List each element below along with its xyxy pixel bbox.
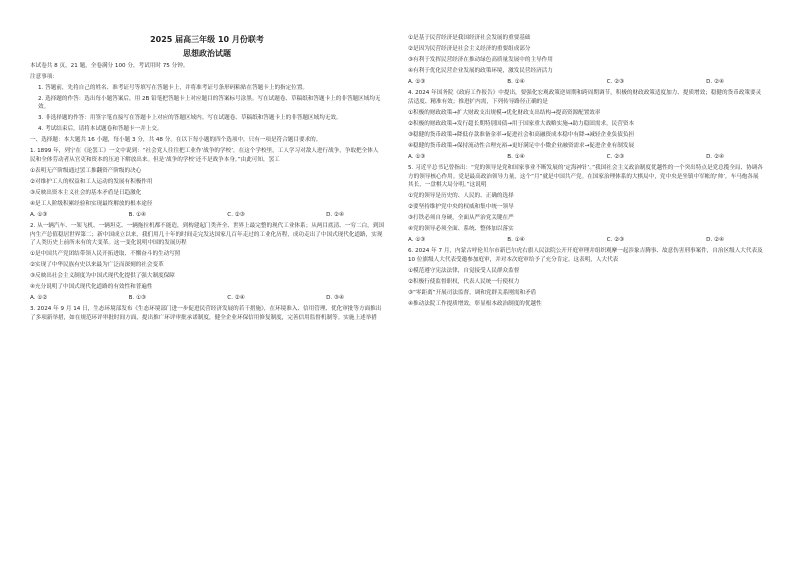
q4-option-c: C. ②③ [606,153,625,160]
q5-option-d: D. ②④ [706,237,724,244]
q5-statement-4: ④党的领导必须全面、系统、整体加以落实 [408,226,514,233]
q5-statement-2: ②要坚持维护党中央的权威和集中统一领导 [408,204,514,211]
q3-option-b: B. ①④ [507,79,525,85]
q2-option-b: B. ①③ [128,295,147,302]
q2-statement-3: ③反映出社会主义制度为中国式现代化提供了强大制度保障 [30,273,175,280]
q2-stem: 2. 从一辆汽车、一架飞机、一辆坦克、一辆拖拉机都不能造，到构建起门类齐全、世界上最完整的现代工业体系；从两目底清、一穷二白，到国内生产总值稳居世界第二；新中国成立以来，我们用几十年的时间走完发达国家几百年走过的工业化历程，成功走出了中国式现代化道路，实现了人类历史上前所未有的大变革。这一变化说明中国的发展历程 [30,223,384,247]
q2-statement-4: ④充分说明了中国式现代化道路的有效性和普遍性 [30,284,153,291]
q3-statement-3: ③有利于发挥民营经济在推动绿色高质量发展中的主导作用 [408,57,553,63]
page-subtitle: 思想政治试题 [183,49,231,58]
q5-option-c: C. ②③ [606,237,625,244]
q3-statement-4: ④有利于优化民营企业发展的政策环境，激发民营经济活力 [408,68,553,74]
q1-option-d: D. ②④ [326,211,344,218]
section-heading: 一、选择题：本大题共 16 小题，每小题 3 分，共 48 分。在以下每小题的四个选项中，只有一项是符合题目要求的。 [30,137,322,144]
notice-3: 3. 非选择题的作答：用签字笔直接写在答题卡上对应的答题区域内。写在试题卷、草稿纸和答题卡上的非答题区域均无效。 [38,115,342,122]
q3-options [408,78,764,86]
q4-option-d: D. ②④ [706,153,724,160]
q5-options [408,236,764,244]
exam-info: 本试卷共 8 页，21 题，全卷满分 100 分，考试用时 75 分钟。 [30,63,189,69]
q1-statement-3: ③反映出资本主义社会的基本矛盾是日趋激化 [30,189,142,196]
q5-option-b: B. ①④ [507,237,525,244]
q1-stem: 1. 1899 年，列宁在《论罢工》一文中说到：“社会党人往往把工业作‘战争的学校’，在这个学校里，工人学习对敌人进行战争，争取把全体人民和全体劳动者从官吏和资本的压迫下解放出来。但是‘战争的学校’还不是战争本身。”由此可知，罢工 [30,148,379,163]
q2-statement-1: ①是中国共产党团结带领人民开拓进取、不懈奋斗的生动写照 [30,251,181,258]
q2-options [30,294,384,302]
q5-statement-3: ③打铁必须自身硬，全面从严治党关键在严 [408,215,514,222]
q1-option-a: A. ①③ [30,211,48,218]
q3-option-a: A. ①③ [408,79,426,85]
q4-options [408,153,764,161]
q3-stem: 3. 2024 年 9 月 14 日，生态环境部发布《生态环境部门进一步促进民营经济发展的若干措施》，在环境准入、信用管理、优化审批等方面推出了多项新举措，如在规范环评审批时间方面，提出推广环评审批承诺制度，健全企业环保信用修复制度，完善信用监督机制等。实施上述举措 [30,306,382,321]
q1-options [30,211,384,219]
notice-label: 注意事项： [30,74,58,80]
q2-option-c: C. ②④ [227,295,245,302]
q4-stem: 4. 2024 年国务院《政府工作报告》中提出，要强化宏观政策逆周期和跨周期调节，积极的财政政策适度加力、提质增效；稳健的货币政策要灵活适度、精准有效；推进扩内需，下列传导路径正确的是 [408,90,762,105]
right-column [408,34,764,311]
q2-option-d: D. ③④ [326,295,344,302]
q5-option-a: A. ①③ [408,237,426,244]
q6-statement-3: ③“零距离”开展司法监督，调和党群关系刚需和矛盾 [408,289,537,296]
q6-stem: 6. 2024 年 7 月，内蒙古呼伦贝尔市新巴尔虎右旗人民法院公开开庭审理并组织观摩一起涉象吉腾事、故意伤害刑事案件，自治区级人大代表及 10 位旗级人大代表受邀参加庭审，并对本次庭审给予了充分肯定。这表明，人大代表 [408,248,763,263]
left-column [30,34,384,325]
q1-option-b: B. ①④ [128,211,147,218]
q1-statement-2: ②对维护工人的权益和工人运动的发展有积极作用 [30,178,153,185]
q2-statement-2: ②实现了中华民族有史以来最为广泛而深刻的社会变革 [30,262,164,269]
q1-option-c: C. ②③ [227,211,245,218]
q3-statement-2: ②是因为民营经济是社会主义经济的重要组成部分 [408,46,531,52]
q4-option-b: B. ①④ [507,153,525,160]
notice-2: 2. 选择题的作答：选出每小题答案后，用 2B 铅笔把答题卡上对应题目的答案标号涂黑。写在试题卷、草稿纸和答题卡上的非答题区域均无效。 [38,96,381,111]
q4-statement-3: ③稳健的货币政策→降低存款准备金率→促进社会和高融资成本稳中有降→减轻企业负债负担 [408,131,635,138]
q3-statement-1: ①是基于民营经济是我国经济社会发展的重要基础 [408,35,531,41]
q4-statement-1: ①积极的财政政策→扩大财政支出规模→优化财政支出结构→提高资源配置效率 [408,109,601,116]
notice-4: 4. 考试结束后，请将本试题卷和答题卡一并上交。 [38,126,163,133]
q4-option-a: A. ①③ [408,153,426,160]
notice-1: 1. 答题前，先将自己的姓名、准考证号等填写在答题卡上，并将准考证号条形码粘贴在答题卡上的指定位置。 [38,85,309,91]
q4-statement-4: ④稳健的货币政策→保持流动性合理充裕→更好满足中小微企业融资需求→促进企业有制发展 [408,142,635,149]
q1-statement-1: ①表明无产阶级通过罢工推翻资产阶级的决心 [30,167,142,174]
q5-stem: 5. 习近平总书记曾指出：“党的领导是党和国家事业不断发展的‘定海神针’。”我国社会主义政治制度优越性的一个突出特点是党总揽全局、协调各方的领导核心作用。党是最高政治领导力量，这个“月”就是中国共产党。在国家治理体系的大棋局中，党中央是坐镇中军帐的‘帅’，车马炮各展其长，一盘棋大局分明。”这说明 [408,165,763,189]
q4-statement-2: ②积极的财政政策→发行超长期特别国债→用于国家重大战略实施→助力稳固需求，民营资本 [408,120,635,127]
q1-statement-4: ④是工人阶级积累经验和实现最终解放的根本途径 [30,200,153,207]
q3-option-d: D. ②④ [706,79,724,85]
q6-statement-2: ②积极行使监督职权，代表人民统一行使权力 [408,278,520,285]
page-title: 2025 届高三年级 10 月份联考 [150,35,264,44]
q3-option-c: C. ②③ [606,79,625,85]
q5-statement-1: ①党的领导是历史的、人民的、正确的选择 [408,193,514,200]
q2-option-a: A. ①② [30,295,48,302]
q6-statement-4: ④推动法院工作提质增效，彰显根本政治制度的优越性 [408,300,542,307]
q6-statement-1: ①模范遵守宪法法律，自觉接受人民群众监督 [408,267,520,274]
